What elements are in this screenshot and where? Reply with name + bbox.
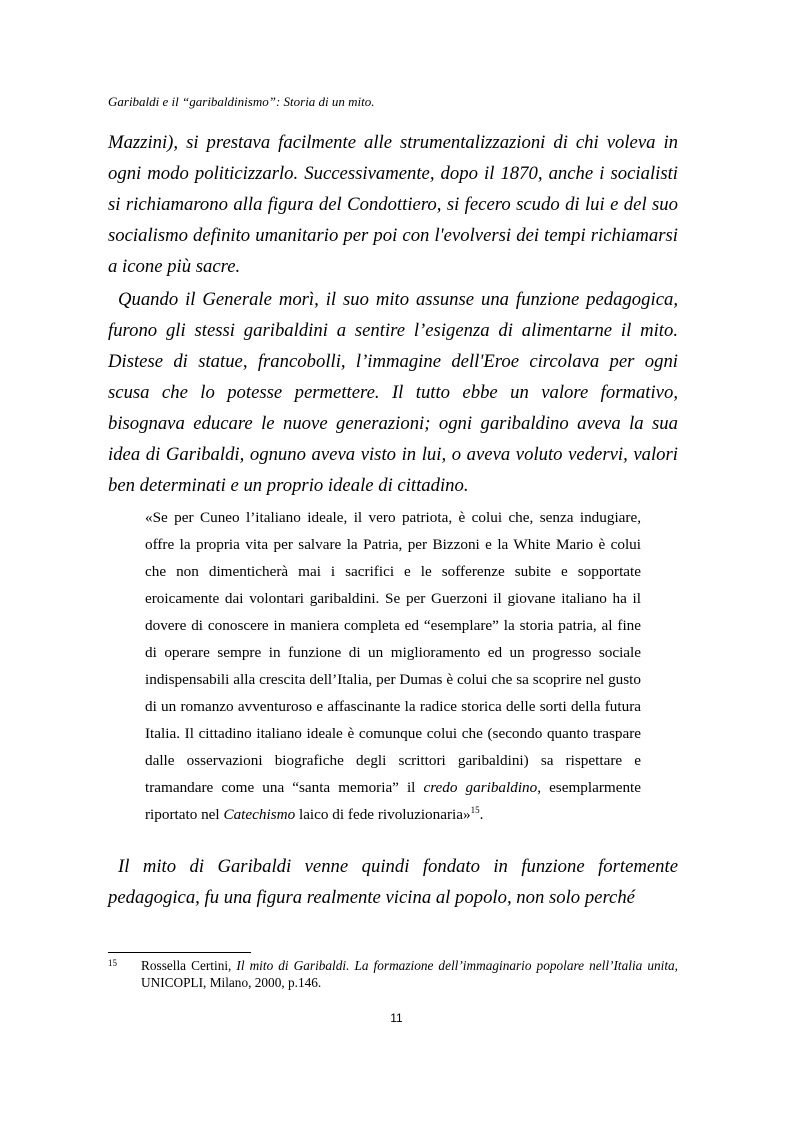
paragraph-2: Quando il Generale morì, il suo mito assunse una funzione pedagogica, furono gli stessi garibaldini a sentire l’esigenza di alimentarne il mito. Distese di statue, francobolli, l’immagine dell'Eroe circolava per ogni scusa che lo potesse permettere. Il tutto ebbe un valore formativo, bisognava educare le nuove generazioni; ogni garibaldino aveva la sua idea di Garibaldi, ognuno aveva visto in lui, o aveva voluto vedervi, valori ben determinati e un proprio ideale di cittadino. [108, 289, 678, 496]
page-number: 11 [390, 1011, 403, 1025]
quote-italic-catechismo: Catechismo [223, 806, 296, 823]
footnote-reference[interactable]: 15 [470, 805, 480, 815]
quote-end: . [479, 806, 484, 823]
footnote-divider [108, 952, 251, 953]
footnote-author: Rossella Certini, [141, 958, 232, 973]
running-header: Garibaldi e il “garibaldinismo”: Storia di un mito. [108, 94, 375, 109]
quote-text-1: «Se per Cuneo l’italiano ideale, il vero patriota, è colui che, senza indugiare, offre la propria vita per salvare la Patria, per Bizzoni e la White Mario è colui che non dimenticherà mai i sacrifici e le sofferenze subite e sopportate eroicamente dai volontari garibaldini. Se per Guerzoni il giovane italiano ha il dovere di conoscere in maniera completa ed “esemplare” la storia patria, al fine di operare sempre in funzione di un miglioramento ed un progresso sociale indispensabili alla crescita dell’Italia, per Dumas è colui che sa scoprire nel gusto di un romanzo avventuroso e affascinante la radice storica delle sorti della futura Italia. Il cittadino italiano ideale è comunque colui che (secondo quanto traspare dalle osservazioni biografiche degli scrittori garibaldini) sa rispettare e tramandare come una “santa memoria” il [145, 509, 641, 796]
block-quote [145, 504, 641, 828]
quote-text-3: laico di fede rivoluzionaria» [298, 806, 471, 823]
footnote [108, 957, 678, 991]
paragraph-1: Mazzini), si prestava facilmente alle strumentalizzazioni di chi voleva in ogni modo politicizzarlo. Successivamente, dopo il 1870, anche i socialisti si richiamarono alla figura del Condottiero, si fecero scudo di lui e del suo socialismo definito umanitario per poi con l'evolversi dei tempi richiamarsi a icone più sacre. [108, 132, 678, 277]
quote-italic-credo: credo garibaldino [423, 779, 538, 796]
quote-text-2: , esemplarmente riportato nel [145, 779, 641, 823]
footnote-details: , UNICOPLI, Milano, 2000, p.146. [141, 958, 678, 990]
footnote-number: 15 [108, 958, 117, 968]
footnote-text [141, 957, 678, 991]
footnote-title: Il mito di Garibaldi. La formazione dell’immaginario popolare nell’Italia unita [236, 958, 675, 973]
paragraph-3: Il mito di Garibaldi venne quindi fondato in funzione fortemente pedagogica, fu una figura realmente vicina al popolo, non solo perché [108, 856, 678, 908]
